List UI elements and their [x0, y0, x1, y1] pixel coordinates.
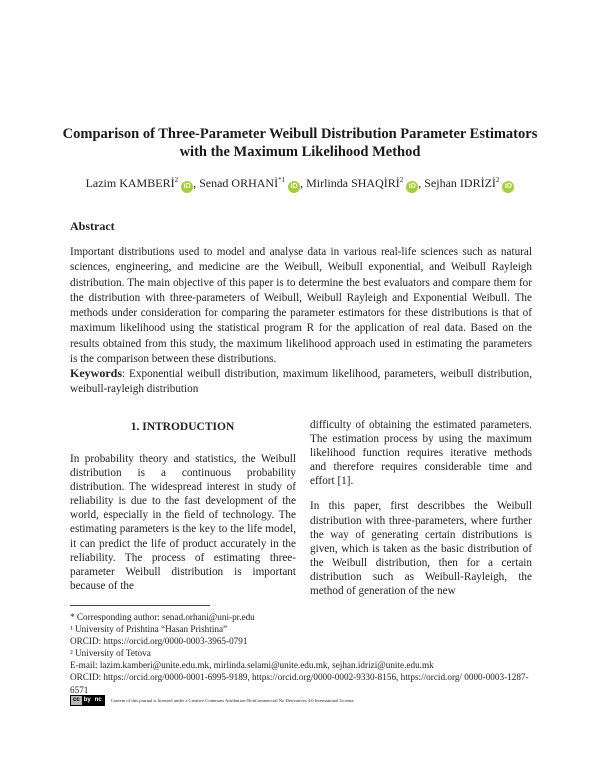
author-affiliation: 2 — [399, 176, 404, 184]
paragraph: In probability theory and statistics, the Weibull distribution is a continuous probability distribution. The widespread interest in study of reliability is due to the fast development of the world, especially in the field of technology. The estimating parameters is the key to the life model, it can predict the life of product accurately in the reliability. The process of estimating three-parameter Weibull distribution is important because of the — [70, 453, 296, 592]
author-name: Senad ORHANİ — [199, 176, 279, 190]
cc-badge-part: cc — [73, 697, 80, 703]
left-column — [70, 452, 296, 593]
section-heading: 1. INTRODUCTION — [130, 421, 235, 433]
author-affiliation: 2 — [174, 176, 179, 184]
right-column — [310, 418, 532, 598]
keywords-text: : Exponential weibull distribution, maximum likelihood, parameters, weibull distribution, weibull-rayleigh distribution — [70, 368, 532, 396]
email-line: E-mail: lazim.kamberi@unite.edu.mk, mirlinda.selami@unite.edu.mk, sejhan.idrizi@unite.edu.mk — [70, 660, 434, 671]
orcid-icon[interactable]: iD — [288, 181, 300, 193]
orcid-line-2: ORCID: https://orcid.org/0000-0001-6995-9189, https://orcid.org/0000-0002-9330-8156, https://orcid.org/ 0000-0003-1287-6571 — [70, 672, 529, 695]
abstract-heading: Abstract — [70, 219, 115, 233]
orcid-icon[interactable]: iD — [181, 181, 193, 193]
affiliation-1: ¹ University of Prishtina “Hasan Prishtina” — [70, 624, 228, 635]
cc-badge-part: by — [83, 697, 91, 703]
author-name: Sejhan IDRİZİ — [424, 176, 496, 190]
author-name: Mirlinda SHAQİRİ — [306, 176, 400, 190]
author-list: Lazim KAMBERİ$^2$iD , Senad ORHANİ$^{*1}$iD , Mirlinda SHAQİRİ$^2$iD , Sejhan IDRİZİ$^2$iD — [60, 171, 540, 193]
title-line-1: Comparison of Three-Parameter Weibull Distribution Parameter Estimators — [62, 126, 538, 142]
orcid-icon[interactable]: iD — [406, 181, 418, 193]
license-text: Content of this journal is licensed under a Creative Commons Attribution-NonCommercial No Derivatives 4.0 International License. — [110, 697, 355, 703]
corresponding-author: * Corresponding author: senad.orhani@uni-pr.edu — [70, 612, 255, 622]
author-affiliation: 2 — [495, 176, 500, 184]
cc-badge-part: nc — [94, 697, 102, 703]
title-line-2: with the Maximum Likelihood Method — [179, 144, 421, 160]
footnotes — [70, 611, 540, 696]
abstract-body: Important distributions used to model and analyse data in various real-life sciences such as natural sciences, engineering, and medicine are the Weibull, Weibull exponential, and Weibull Rayleigh distribution. The main objective of this paper is to determine the best evaluators and compare them for the distribution with three-parameters of Weibull, Weibull Rayleigh and Exponential Weibull. The methods under consideration for comparing the parameter estimators for these distributions is that of maximum likelihood using the statistical program R for the application of real data. Based on the results obtained from this study, the maximum likelihood approach used in estimating the parameters is the comparison between these distributions. — [70, 246, 532, 366]
paragraph: difficulty of obtaining the estimated parameters. The estimation process by using the maximum likelihood function requires iterative methods and therefore requires considerable time and effort [1]. — [310, 419, 532, 488]
author-affiliation: *1 — [278, 176, 286, 184]
keywords-label: Keywords — [70, 366, 122, 380]
paragraph: In this paper, first describbes the Weibull distribution with three-parameters, where further the way of generating certain distributions is given, which is taken as the basic distribution of the Weibull distribution, then for a certain distribution such as Weibull-Rayleigh, the method of generation of the new — [310, 500, 532, 598]
keywords — [70, 366, 532, 398]
footnote-divider — [70, 605, 210, 606]
orcid-line-1: ORCID: https://orcid.org/0000-0003-3965-0791 — [70, 636, 248, 647]
author-name: Lazim KAMBERİ — [85, 176, 175, 190]
paper-title — [60, 125, 540, 161]
affiliation-2: ² University of Tetova — [70, 648, 151, 659]
creative-commons-icon[interactable] — [70, 695, 105, 706]
orcid-icon[interactable]: iD — [502, 181, 514, 193]
license-notice — [70, 695, 355, 706]
